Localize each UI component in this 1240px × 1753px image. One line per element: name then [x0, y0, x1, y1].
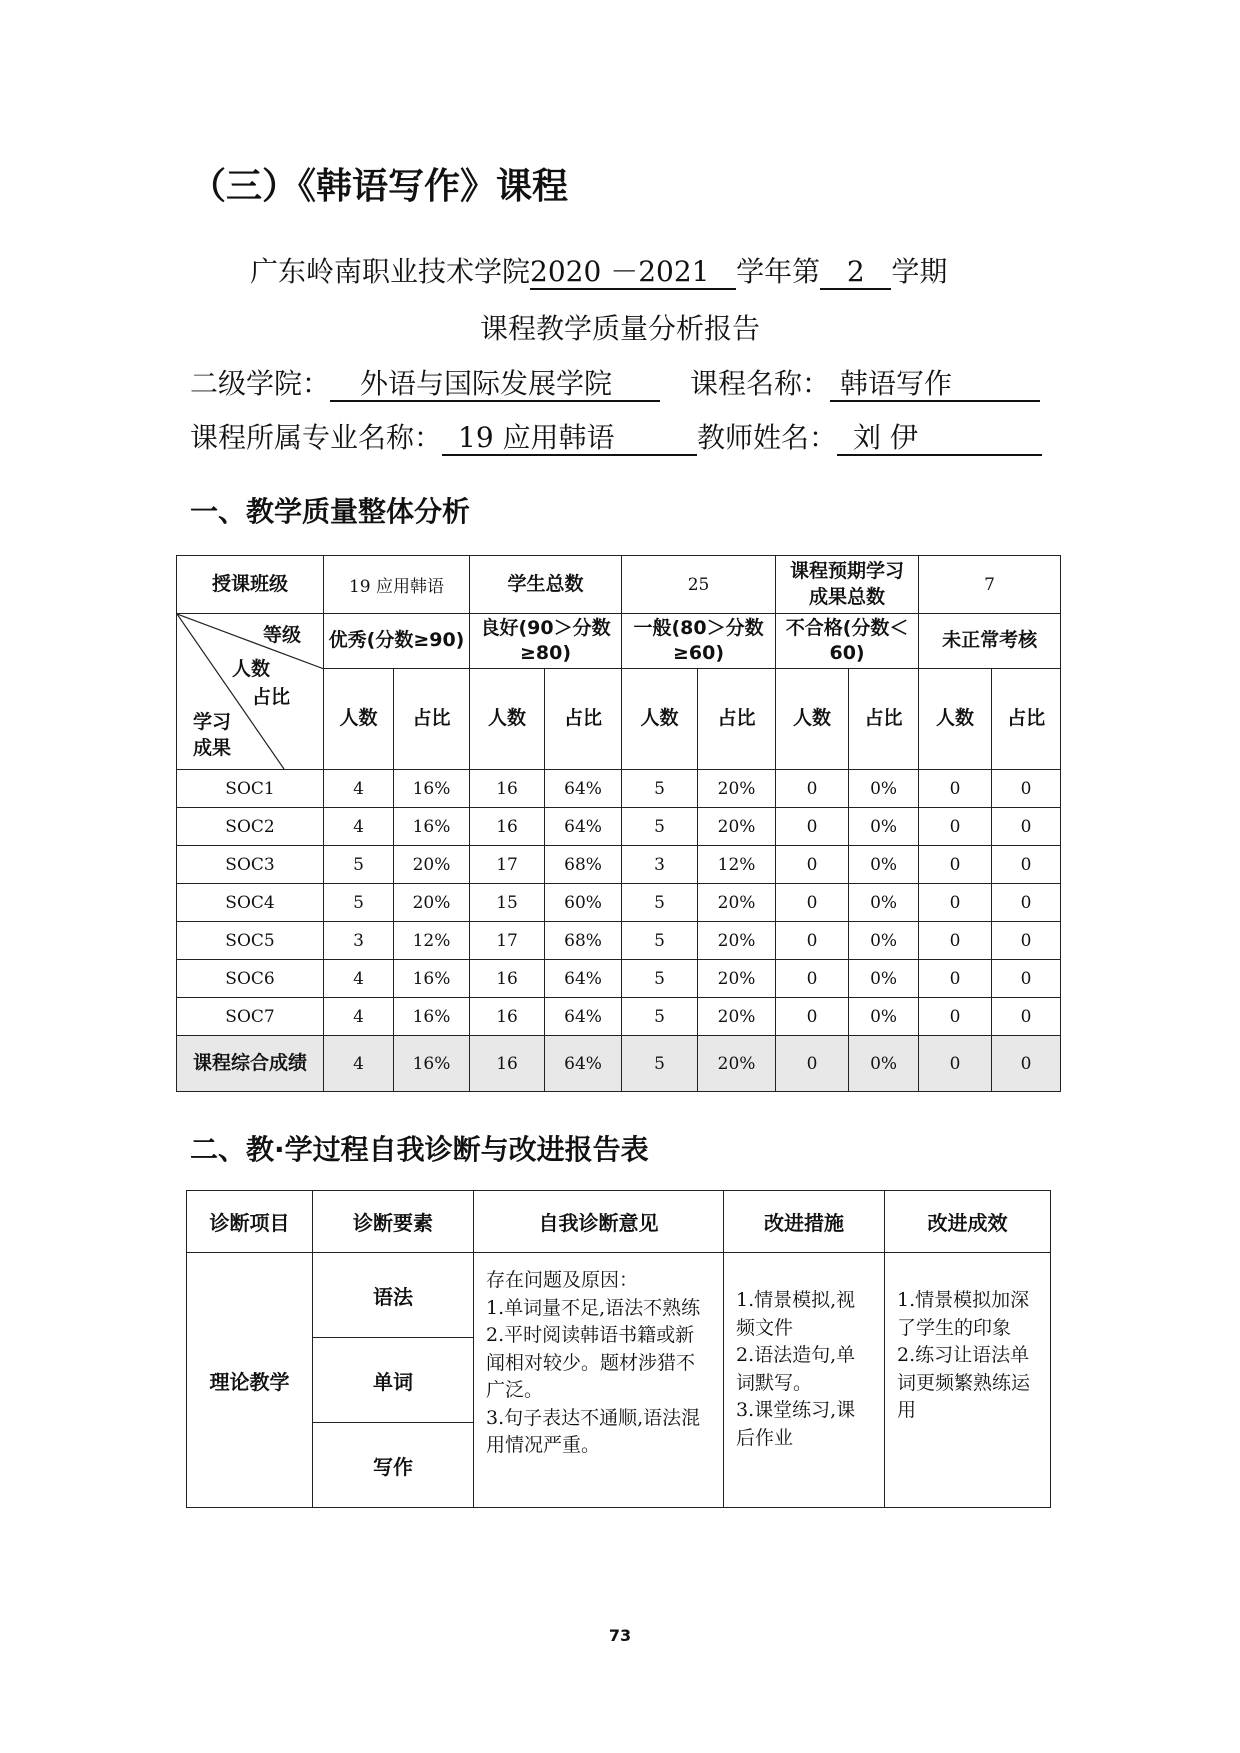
ratio-header: 占比 [545, 669, 622, 770]
table-row [177, 846, 1061, 884]
self-diagnosis-opinion: 存在问题及原因： 1.单词量不足,语法不熟练 2.平时阅读韩语书籍或新闻相对较少。题材涉猎不广泛。 3.句子表达不通顺,语法混用情况严重。 [474, 1253, 724, 1508]
table-cell: 4 [324, 1036, 394, 1092]
diagnosis-element: 单词 [313, 1338, 474, 1423]
table-cell: 0 [992, 884, 1061, 922]
table-cell: 3 [622, 846, 698, 884]
course-value: 韩语写作 [830, 368, 1040, 402]
table-cell: 0% [849, 1036, 919, 1092]
table-cell: 4 [324, 808, 394, 846]
table-cell: 0 [919, 884, 992, 922]
ratio-header: 占比 [849, 669, 919, 770]
class-value: 19 应用韩语 [324, 556, 470, 614]
diagnosis-element: 语法 [313, 1253, 474, 1338]
table-cell: 16% [394, 998, 470, 1036]
table-cell: 68% [545, 922, 622, 960]
table-row [177, 922, 1061, 960]
outcome-label: SOC5 [177, 922, 324, 960]
table-cell: 0% [849, 884, 919, 922]
table-cell: 20% [394, 884, 470, 922]
table-cell: 0% [849, 998, 919, 1036]
table-cell: 0% [849, 846, 919, 884]
table-cell: 0 [776, 770, 849, 808]
ratio-header: 占比 [394, 669, 470, 770]
table-cell: 17 [470, 846, 545, 884]
header-element: 诊断要素 [313, 1191, 474, 1253]
corner-ratio: 占比 [252, 686, 291, 708]
table-cell: 20% [394, 846, 470, 884]
table-row [177, 884, 1061, 922]
table-cell: 68% [545, 846, 622, 884]
table-cell: 5 [324, 846, 394, 884]
table-cell: 16 [470, 770, 545, 808]
table-cell: 4 [324, 770, 394, 808]
table-cell: 0 [992, 808, 1061, 846]
table-cell: 0 [776, 922, 849, 960]
table-cell: 20% [698, 960, 776, 998]
header-measures: 改进措施 [724, 1191, 885, 1253]
major-label: 课程所属专业名称： [190, 421, 443, 454]
course-label: 课程名称： [690, 367, 831, 400]
info-line-2 [190, 416, 1042, 456]
table-cell: 4 [324, 998, 394, 1036]
table-cell: 16% [394, 960, 470, 998]
table-cell: 16% [394, 770, 470, 808]
table-cell: 12% [394, 922, 470, 960]
table-cell: 0 [919, 922, 992, 960]
table-cell: 16 [470, 960, 545, 998]
table-cell: 0 [919, 770, 992, 808]
table-cell: 20% [698, 998, 776, 1036]
grade-header: 未正常考核 [919, 614, 1061, 669]
table-cell: 5 [622, 808, 698, 846]
table-cell: 20% [698, 770, 776, 808]
year-label: 学年第 [736, 255, 821, 288]
grade-header: 不合格(分数＜60) [776, 614, 919, 669]
table-cell: 0% [849, 960, 919, 998]
corner-grade: 等级 [262, 624, 301, 646]
table-cell: 5 [324, 884, 394, 922]
corner-outcome: 学习成果 [192, 711, 231, 759]
table-row [177, 770, 1061, 808]
count-header: 人数 [324, 669, 394, 770]
table-cell: 16 [470, 1036, 545, 1092]
term-number: 2 [820, 256, 891, 290]
corner-header-cell [177, 614, 324, 770]
table-cell: 0 [776, 808, 849, 846]
info-line-1 [190, 362, 1040, 402]
table-cell: 0 [992, 1036, 1061, 1092]
header-opinion: 自我诊断意见 [474, 1191, 724, 1253]
ratio-header: 占比 [698, 669, 776, 770]
grade-header: 一般(80＞分数≥60) [622, 614, 776, 669]
table-cell: 0% [849, 922, 919, 960]
outcome-label: SOC6 [177, 960, 324, 998]
table-cell: 64% [545, 960, 622, 998]
table-cell: 0 [776, 960, 849, 998]
outcome-rows [177, 770, 1061, 1036]
school-name: 广东岭南职业技术学院 [250, 255, 531, 288]
ratio-header: 占比 [992, 669, 1061, 770]
table-cell: 16% [394, 808, 470, 846]
header-effects: 改进成效 [885, 1191, 1051, 1253]
table-cell: 0 [992, 846, 1061, 884]
table-cell: 5 [622, 922, 698, 960]
table-cell: 5 [622, 884, 698, 922]
table-cell: 0% [849, 770, 919, 808]
table-cell: 5 [622, 998, 698, 1036]
total-label: 课程综合成绩 [177, 1036, 324, 1092]
table-cell: 0% [849, 808, 919, 846]
college-label: 二级学院： [190, 367, 331, 400]
table-cell: 16% [394, 1036, 470, 1092]
table-cell: 16 [470, 808, 545, 846]
count-header: 人数 [470, 669, 545, 770]
students-value: 25 [622, 556, 776, 614]
table-cell: 64% [545, 998, 622, 1036]
grade-header: 优秀(分数≥90) [324, 614, 470, 669]
table-cell: 0 [992, 960, 1061, 998]
corner-count: 人数 [232, 658, 271, 680]
outcome-label: SOC4 [177, 884, 324, 922]
major-value: 19 应用韩语 [442, 422, 697, 456]
outcome-label: SOC1 [177, 770, 324, 808]
year-range: 2020 －2021 [530, 256, 736, 290]
diagnosis-element: 写作 [313, 1423, 474, 1508]
table-cell: 0 [919, 960, 992, 998]
table-cell: 0 [776, 884, 849, 922]
table-row [177, 998, 1061, 1036]
improvement-effects: 1.情景模拟加深了学生的印象 2.练习让语法单词更频繁熟练运用 [885, 1253, 1051, 1508]
table-cell: 64% [545, 1036, 622, 1092]
table-cell: 20% [698, 922, 776, 960]
table-cell: 5 [622, 960, 698, 998]
class-label: 授课班级 [177, 556, 324, 614]
table-row [177, 808, 1061, 846]
students-label: 学生总数 [470, 556, 622, 614]
count-header: 人数 [622, 669, 698, 770]
teacher-label: 教师姓名： [697, 421, 838, 454]
table-cell: 60% [545, 884, 622, 922]
table-cell: 12% [698, 846, 776, 884]
table-cell: 0 [919, 846, 992, 884]
table-cell: 0 [992, 998, 1061, 1036]
total-row [177, 1036, 1061, 1092]
diagnosis-item: 理论教学 [187, 1253, 313, 1508]
college-value: 外语与国际发展学院 [330, 368, 660, 402]
grade-header: 良好(90＞分数≥80) [470, 614, 622, 669]
outcomes-value: 7 [919, 556, 1061, 614]
table-row [177, 960, 1061, 998]
table-cell: 0 [776, 998, 849, 1036]
table-cell: 5 [622, 770, 698, 808]
table-cell: 3 [324, 922, 394, 960]
header-item: 诊断项目 [187, 1191, 313, 1253]
table-cell: 0 [776, 846, 849, 884]
table-cell: 20% [698, 1036, 776, 1092]
table-cell: 20% [698, 884, 776, 922]
table-cell: 20% [698, 808, 776, 846]
heading-self-diagnosis: 二、教·学过程自我诊断与改进报告表 [190, 1133, 649, 1166]
table-cell: 4 [324, 960, 394, 998]
table-cell: 0 [992, 770, 1061, 808]
section-title: （三）《韩语写作》课程 [190, 166, 569, 207]
count-header: 人数 [776, 669, 849, 770]
heading-overall-analysis: 一、教学质量整体分析 [190, 495, 471, 528]
table-cell: 0 [919, 1036, 992, 1092]
table-cell: 0 [919, 998, 992, 1036]
outcomes-label: 课程预期学习成果总数 [776, 556, 919, 614]
table-cell: 17 [470, 922, 545, 960]
table-cell: 0 [919, 808, 992, 846]
outcome-label: SOC2 [177, 808, 324, 846]
page-number: 73 [608, 1626, 632, 1645]
outcome-label: SOC7 [177, 998, 324, 1036]
table-cell: 5 [622, 1036, 698, 1092]
table-cell: 15 [470, 884, 545, 922]
quality-analysis-table [176, 555, 1061, 1092]
outcome-label: SOC3 [177, 846, 324, 884]
report-title: 课程教学质量分析报告 [479, 312, 760, 345]
report-line [250, 250, 947, 290]
table-cell: 64% [545, 808, 622, 846]
table-cell: 64% [545, 770, 622, 808]
teacher-value: 刘 伊 [837, 422, 1042, 456]
table-cell: 0 [776, 1036, 849, 1092]
count-header: 人数 [919, 669, 992, 770]
table-cell: 0 [992, 922, 1061, 960]
improvement-measures: 1.情景模拟,视频文件 2.语法造句,单词默写。 3.课堂练习,课后作业 [724, 1253, 885, 1508]
diagnosis-table [186, 1190, 1051, 1508]
term-label: 学期 [891, 255, 948, 288]
table-cell: 16 [470, 998, 545, 1036]
